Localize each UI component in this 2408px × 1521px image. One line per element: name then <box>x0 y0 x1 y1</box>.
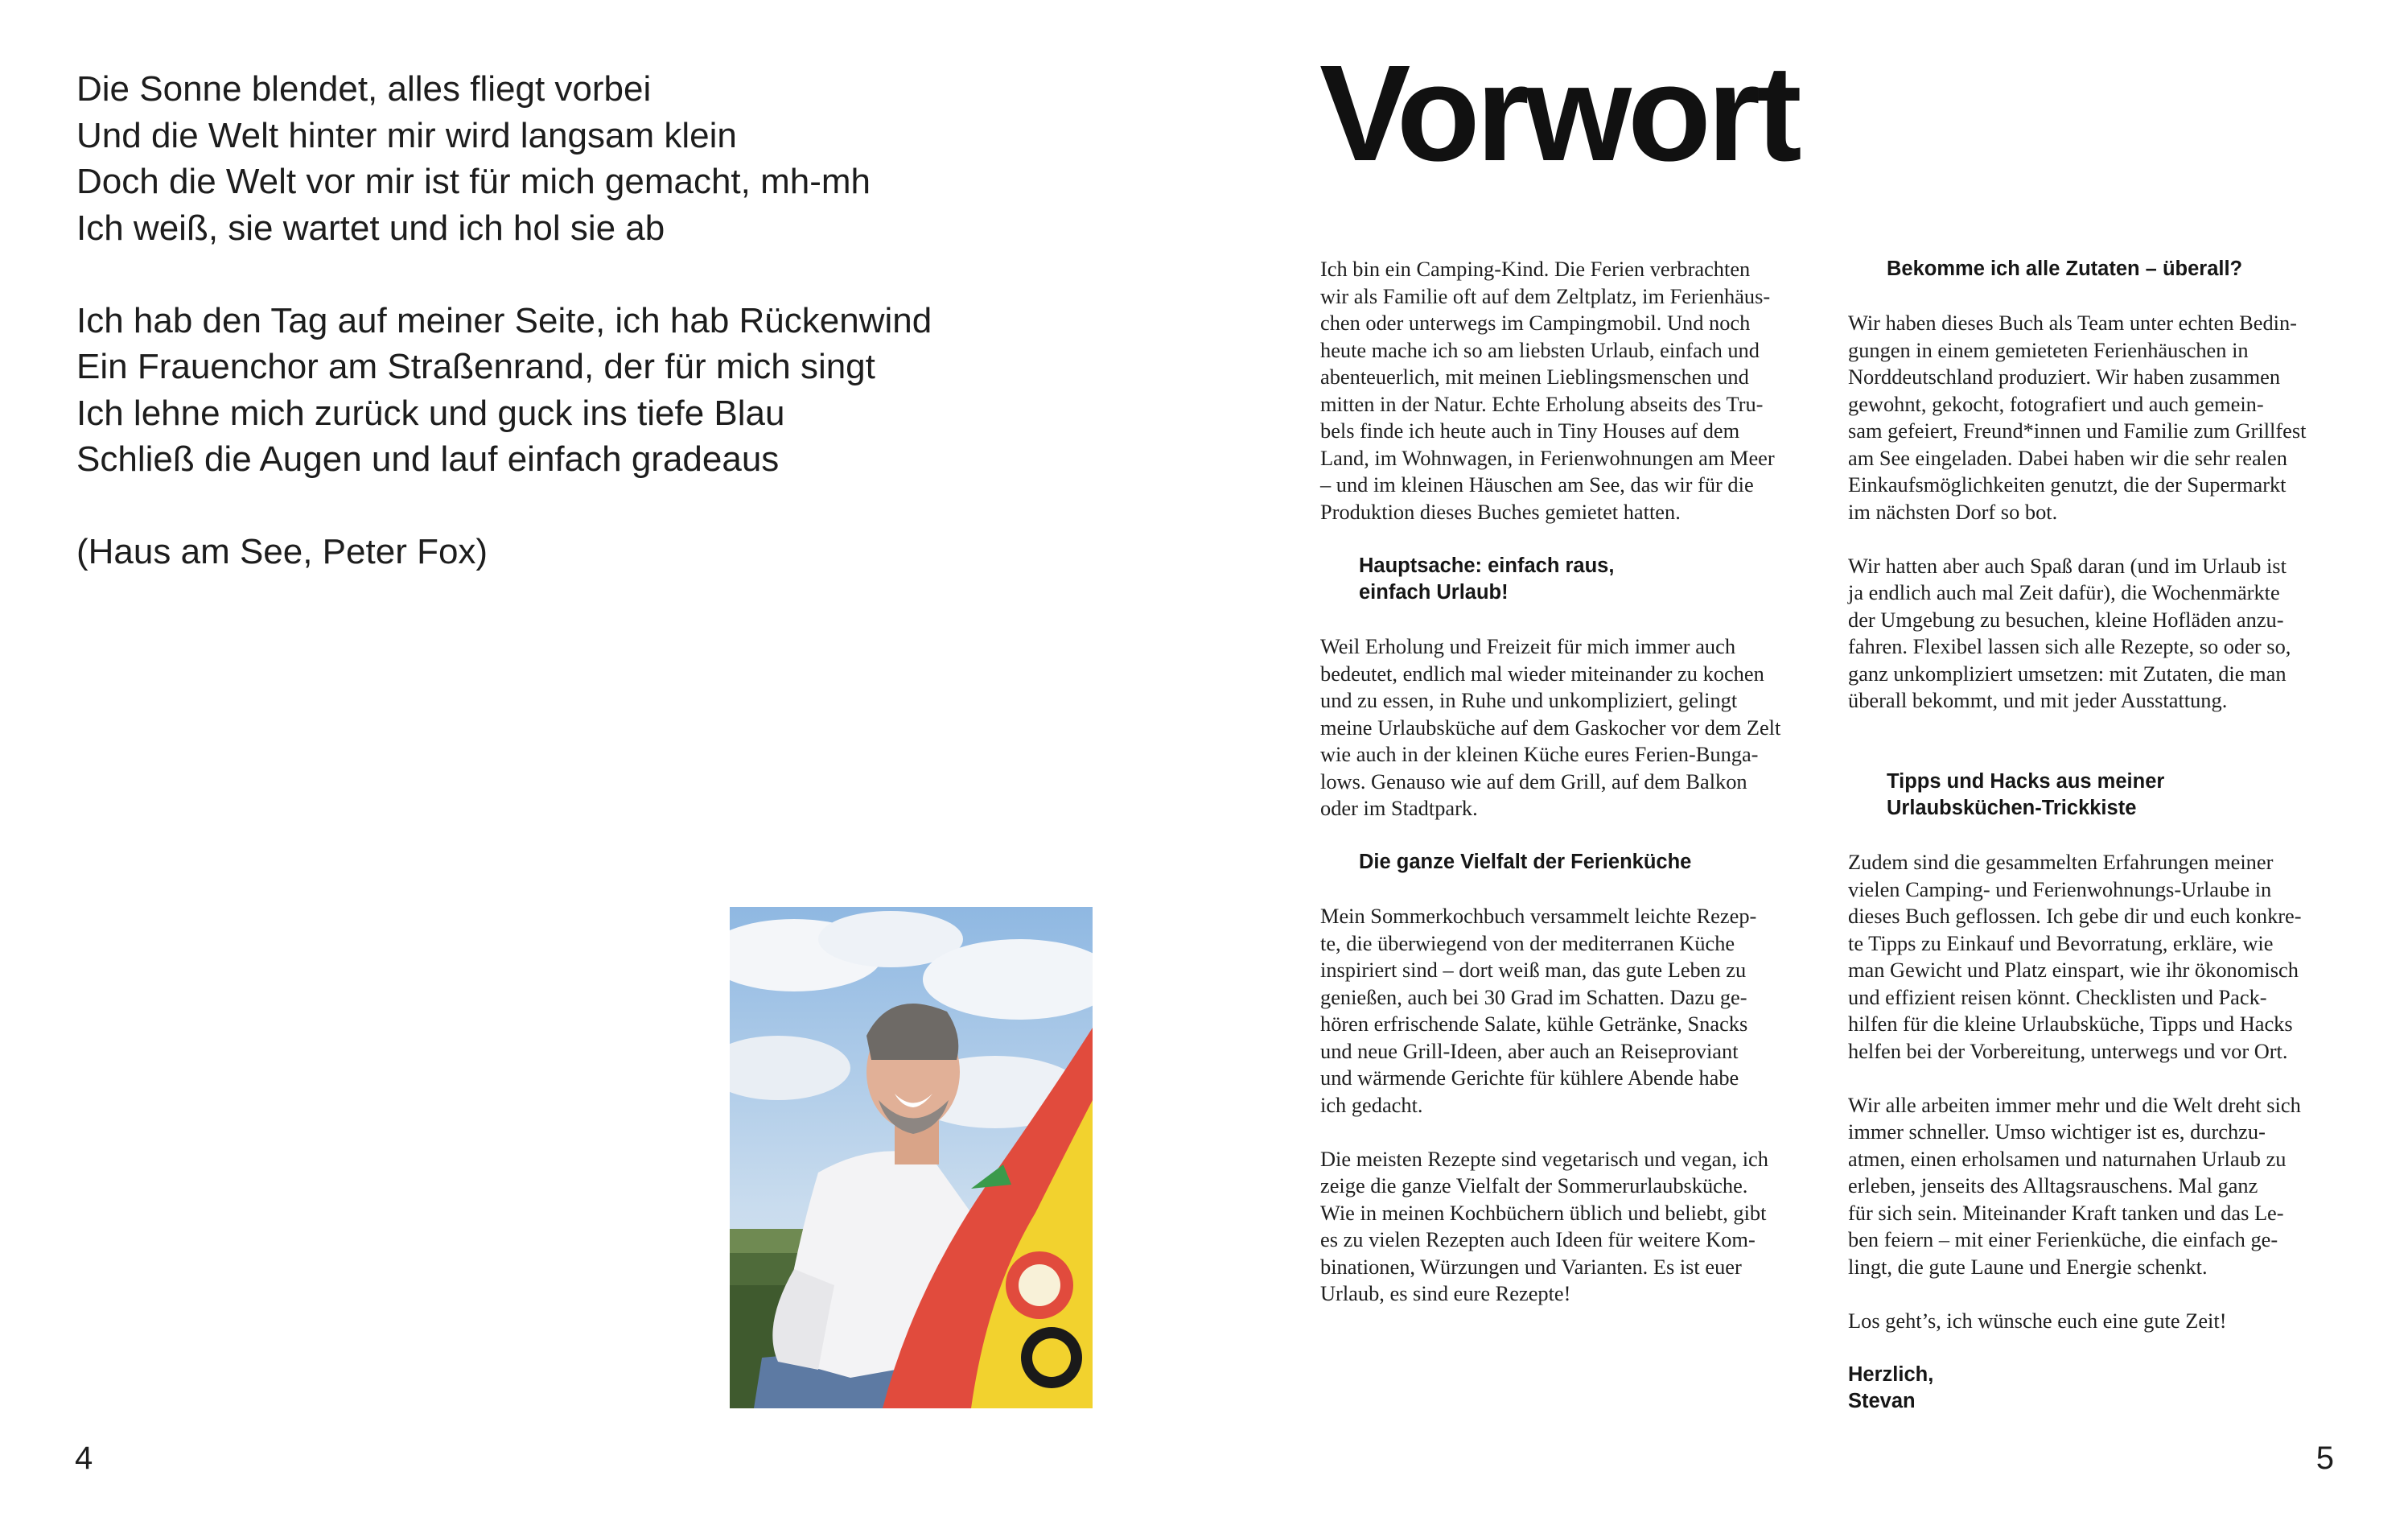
signature-line: Herzlich, <box>1848 1362 1934 1386</box>
paragraph <box>1848 310 2340 526</box>
text-line: atmen, einen erholsamen und naturnahen Urlaub zu <box>1848 1146 2287 1171</box>
paragraph <box>1848 1092 2340 1281</box>
lyric-line: Schließ die Augen und lauf einfach gradeaus <box>76 439 780 479</box>
text-column-1 <box>1320 256 1813 1308</box>
paragraph <box>1848 553 2340 715</box>
text-line: und neue Grill-Ideen, aber auch an Reiseproviant <box>1320 1038 1739 1063</box>
text-line: überall bekommt, und mit jeder Ausstattung. <box>1848 688 2228 712</box>
paragraph <box>1320 633 1813 822</box>
lyrics-stanza-1 <box>76 66 1122 251</box>
text-line: te Tipps zu Einkauf und Bevorratung, erkläre, wie <box>1848 930 2274 955</box>
author-photo-illustration <box>730 907 1093 1408</box>
text-line: zeige die ganze Vielfalt der Sommerurlaubsküche. <box>1320 1173 1748 1197</box>
text-line: te, die überwiegend von der mediterranen Küche <box>1320 930 1735 955</box>
text-line: Produktion dieses Buches gemietet hatten. <box>1320 499 1681 524</box>
text-line: im nächsten Dorf so bot. <box>1848 499 2058 524</box>
lyric-line: Ich hab den Tag auf meiner Seite, ich hab Rückenwind <box>76 300 932 340</box>
text-line: Weil Erholung und Freizeit für mich immer auch <box>1320 634 1736 658</box>
signature <box>1848 1362 2340 1416</box>
text-line: bedeutet, endlich mal wieder miteinander zu kochen <box>1320 661 1764 686</box>
text-line: – und im kleinen Häuschen am See, das wir für die <box>1320 472 1754 497</box>
section-heading <box>1320 849 1813 876</box>
signature-line: Stevan <box>1848 1390 1916 1412</box>
text-line: lingt, die gute Laune und Energie schenkt. <box>1848 1254 2208 1279</box>
text-line: wir als Familie oft auf dem Zeltplatz, im Ferienhäus- <box>1320 283 1771 308</box>
text-line: man Gewicht und Platz einspart, wie ihr ökonomisch <box>1848 958 2299 982</box>
text-line: es zu vielen Rezepten auch Ideen für weitere Kom- <box>1320 1227 1756 1251</box>
text-line: ben feiern – mit einer Ferienküche, die einfach ge- <box>1848 1227 2278 1251</box>
text-line: wie auch in der kleinen Küche eures Ferien-Bunga- <box>1320 742 1759 766</box>
text-line: für sich sein. Miteinander Kraft tanken und das Le- <box>1848 1200 2284 1225</box>
page-title: Vorwort <box>1319 37 1798 190</box>
paragraph <box>1848 849 2340 1065</box>
text-line: Los geht’s, ich wünsche euch eine gute Zeit! <box>1848 1308 2227 1333</box>
text-line: Norddeutschland produziert. Wir haben zusammen <box>1848 365 2281 389</box>
text-line: hören erfrischende Salate, kühle Getränke, Snacks <box>1320 1012 1748 1036</box>
text-line: Ich bin ein Camping-Kind. Die Ferien verbrachten <box>1320 257 1751 281</box>
text-line: ja endlich auch mal Zeit dafür), die Wochenmärkte <box>1848 580 2280 604</box>
text-line: vielen Camping- und Ferienwohnungs-Urlaube in <box>1848 876 2272 901</box>
paragraph <box>1320 256 1813 526</box>
text-line: heute mache ich so am liebsten Urlaub, einfach und <box>1320 337 1760 362</box>
text-line: mitten in der Natur. Echte Erholung abseits des Tru- <box>1320 391 1764 416</box>
page-number-right: 5 <box>2315 1441 2334 1476</box>
lyrics-source: (Haus am See, Peter Fox) <box>76 532 488 571</box>
text-line: am See eingeladen. Dabei haben wir die sehr realen <box>1848 445 2287 470</box>
text-line: Land, im Wohnwagen, in Ferienwohnungen am Meer <box>1320 445 1775 470</box>
heading-line: Hauptsache: einfach raus, <box>1359 554 1615 577</box>
author-photo <box>730 907 1093 1408</box>
text-line: gewohnt, gekocht, fotografiert und auch gemein- <box>1848 391 2264 416</box>
heading-line: Tipps und Hacks aus meiner <box>1887 769 2165 793</box>
text-line: Urlaub, es sind eure Rezepte! <box>1320 1281 1571 1305</box>
text-line: ganz unkompliziert umsetzen: mit Zutaten, die man <box>1848 661 2287 686</box>
text-line: helfen bei der Vorbereitung, unterwegs und vor Ort. <box>1848 1038 2288 1063</box>
lyric-line: Und die Welt hinter mir wird langsam klein <box>76 115 737 155</box>
lyric-line: Ich weiß, sie wartet und ich hol sie ab <box>76 208 665 248</box>
text-line: erleben, jenseits des Alltagsrauschens. Mal ganz <box>1848 1173 2258 1197</box>
section-heading <box>1320 553 1813 607</box>
text-line: Einkaufsmöglichkeiten genutzt, die der Supermarkt <box>1848 472 2287 497</box>
page-number-left: 4 <box>75 1441 93 1476</box>
lyric-line: Die Sonne blendet, alles fliegt vorbei <box>76 69 652 109</box>
section-heading <box>1848 256 2340 283</box>
text-line: meine Urlaubsküche auf dem Gaskocher vor dem Zelt <box>1320 715 1781 740</box>
paragraph <box>1320 1146 1813 1308</box>
text-line: Wir alle arbeiten immer mehr und die Welt dreht sich <box>1848 1092 2301 1117</box>
text-line: binationen, Würzungen und Varianten. Es ist euer <box>1320 1254 1742 1279</box>
text-line: dieses Buch geflossen. Ich gebe dir und euch konkre- <box>1848 904 2302 928</box>
text-line: und wärmende Gerichte für kühlere Abende habe <box>1320 1066 1739 1090</box>
text-line: gungen in einem gemieteten Ferienhäuschen in <box>1848 337 2249 362</box>
text-line: ich gedacht. <box>1320 1092 1423 1117</box>
text-line: inspiriert sind – dort weiß man, das gute Leben zu <box>1320 958 1747 982</box>
heading-line: Die ganze Vielfalt der Ferienküche <box>1359 851 1692 873</box>
song-lyrics <box>76 66 1122 575</box>
text-line: sam gefeiert, Freund*innen und Familie zum Grillfest <box>1848 418 2307 443</box>
heading-line: einfach Urlaub! <box>1359 581 1509 604</box>
text-line: Wir haben dieses Buch als Team unter echten Bedin- <box>1848 311 2297 335</box>
text-line: oder im Stadtpark. <box>1320 796 1478 820</box>
lyric-line: Ein Frauenchor am Straßenrand, der für mich singt <box>76 347 875 386</box>
lyrics-stanza-2 <box>76 298 1122 483</box>
text-line: immer schneller. Umso wichtiger ist es, durchzu- <box>1848 1119 2266 1144</box>
text-line: Die meisten Rezepte sind vegetarisch und vegan, ich <box>1320 1146 1768 1171</box>
paragraph <box>1848 1308 2340 1335</box>
text-line: Wie in meinen Kochbüchern üblich und beliebt, gibt <box>1320 1200 1767 1225</box>
paragraph <box>1320 903 1813 1119</box>
text-line: lows. Genauso wie auf dem Grill, auf dem Balkon <box>1320 769 1747 793</box>
text-line: und effizient reisen könnt. Checklisten und Pack- <box>1848 984 2267 1009</box>
text-line: abenteuerlich, mit meinen Lieblingsmenschen und <box>1320 365 1749 389</box>
text-line: der Umgebung zu besuchen, kleine Hofläden anzu- <box>1848 607 2284 632</box>
lyric-line: Ich lehne mich zurück und guck ins tiefe Blau <box>76 393 785 433</box>
text-line: bels finde ich heute auch in Tiny Houses auf dem <box>1320 418 1740 443</box>
heading-line: Urlaubsküchen-Trickkiste <box>1887 797 2137 819</box>
text-line: genießen, auch bei 30 Grad im Schatten. Dazu ge- <box>1320 984 1747 1009</box>
text-line: chen oder unterwegs im Campingmobil. Und noch <box>1320 311 1751 335</box>
text-line: Mein Sommerkochbuch versammelt leichte Rezep- <box>1320 904 1757 928</box>
text-line: fahren. Flexibel lassen sich alle Rezepte, so oder so, <box>1848 634 2291 658</box>
text-line: Wir hatten aber auch Spaß daran (und im Urlaub ist <box>1848 553 2287 578</box>
lyric-line: Doch die Welt vor mir ist für mich gemacht, mh-mh <box>76 162 871 201</box>
section-heading <box>1848 769 2340 822</box>
heading-line: Bekomme ich alle Zutaten – überall? <box>1887 258 2243 280</box>
text-line: Zudem sind die gesammelten Erfahrungen meiner <box>1848 850 2274 874</box>
text-column-2 <box>1848 256 2340 1416</box>
text-line: hilfen für die kleine Urlaubsküche, Tipps und Hacks <box>1848 1012 2293 1036</box>
text-line: und zu essen, in Ruhe und unkompliziert, gelingt <box>1320 688 1738 712</box>
